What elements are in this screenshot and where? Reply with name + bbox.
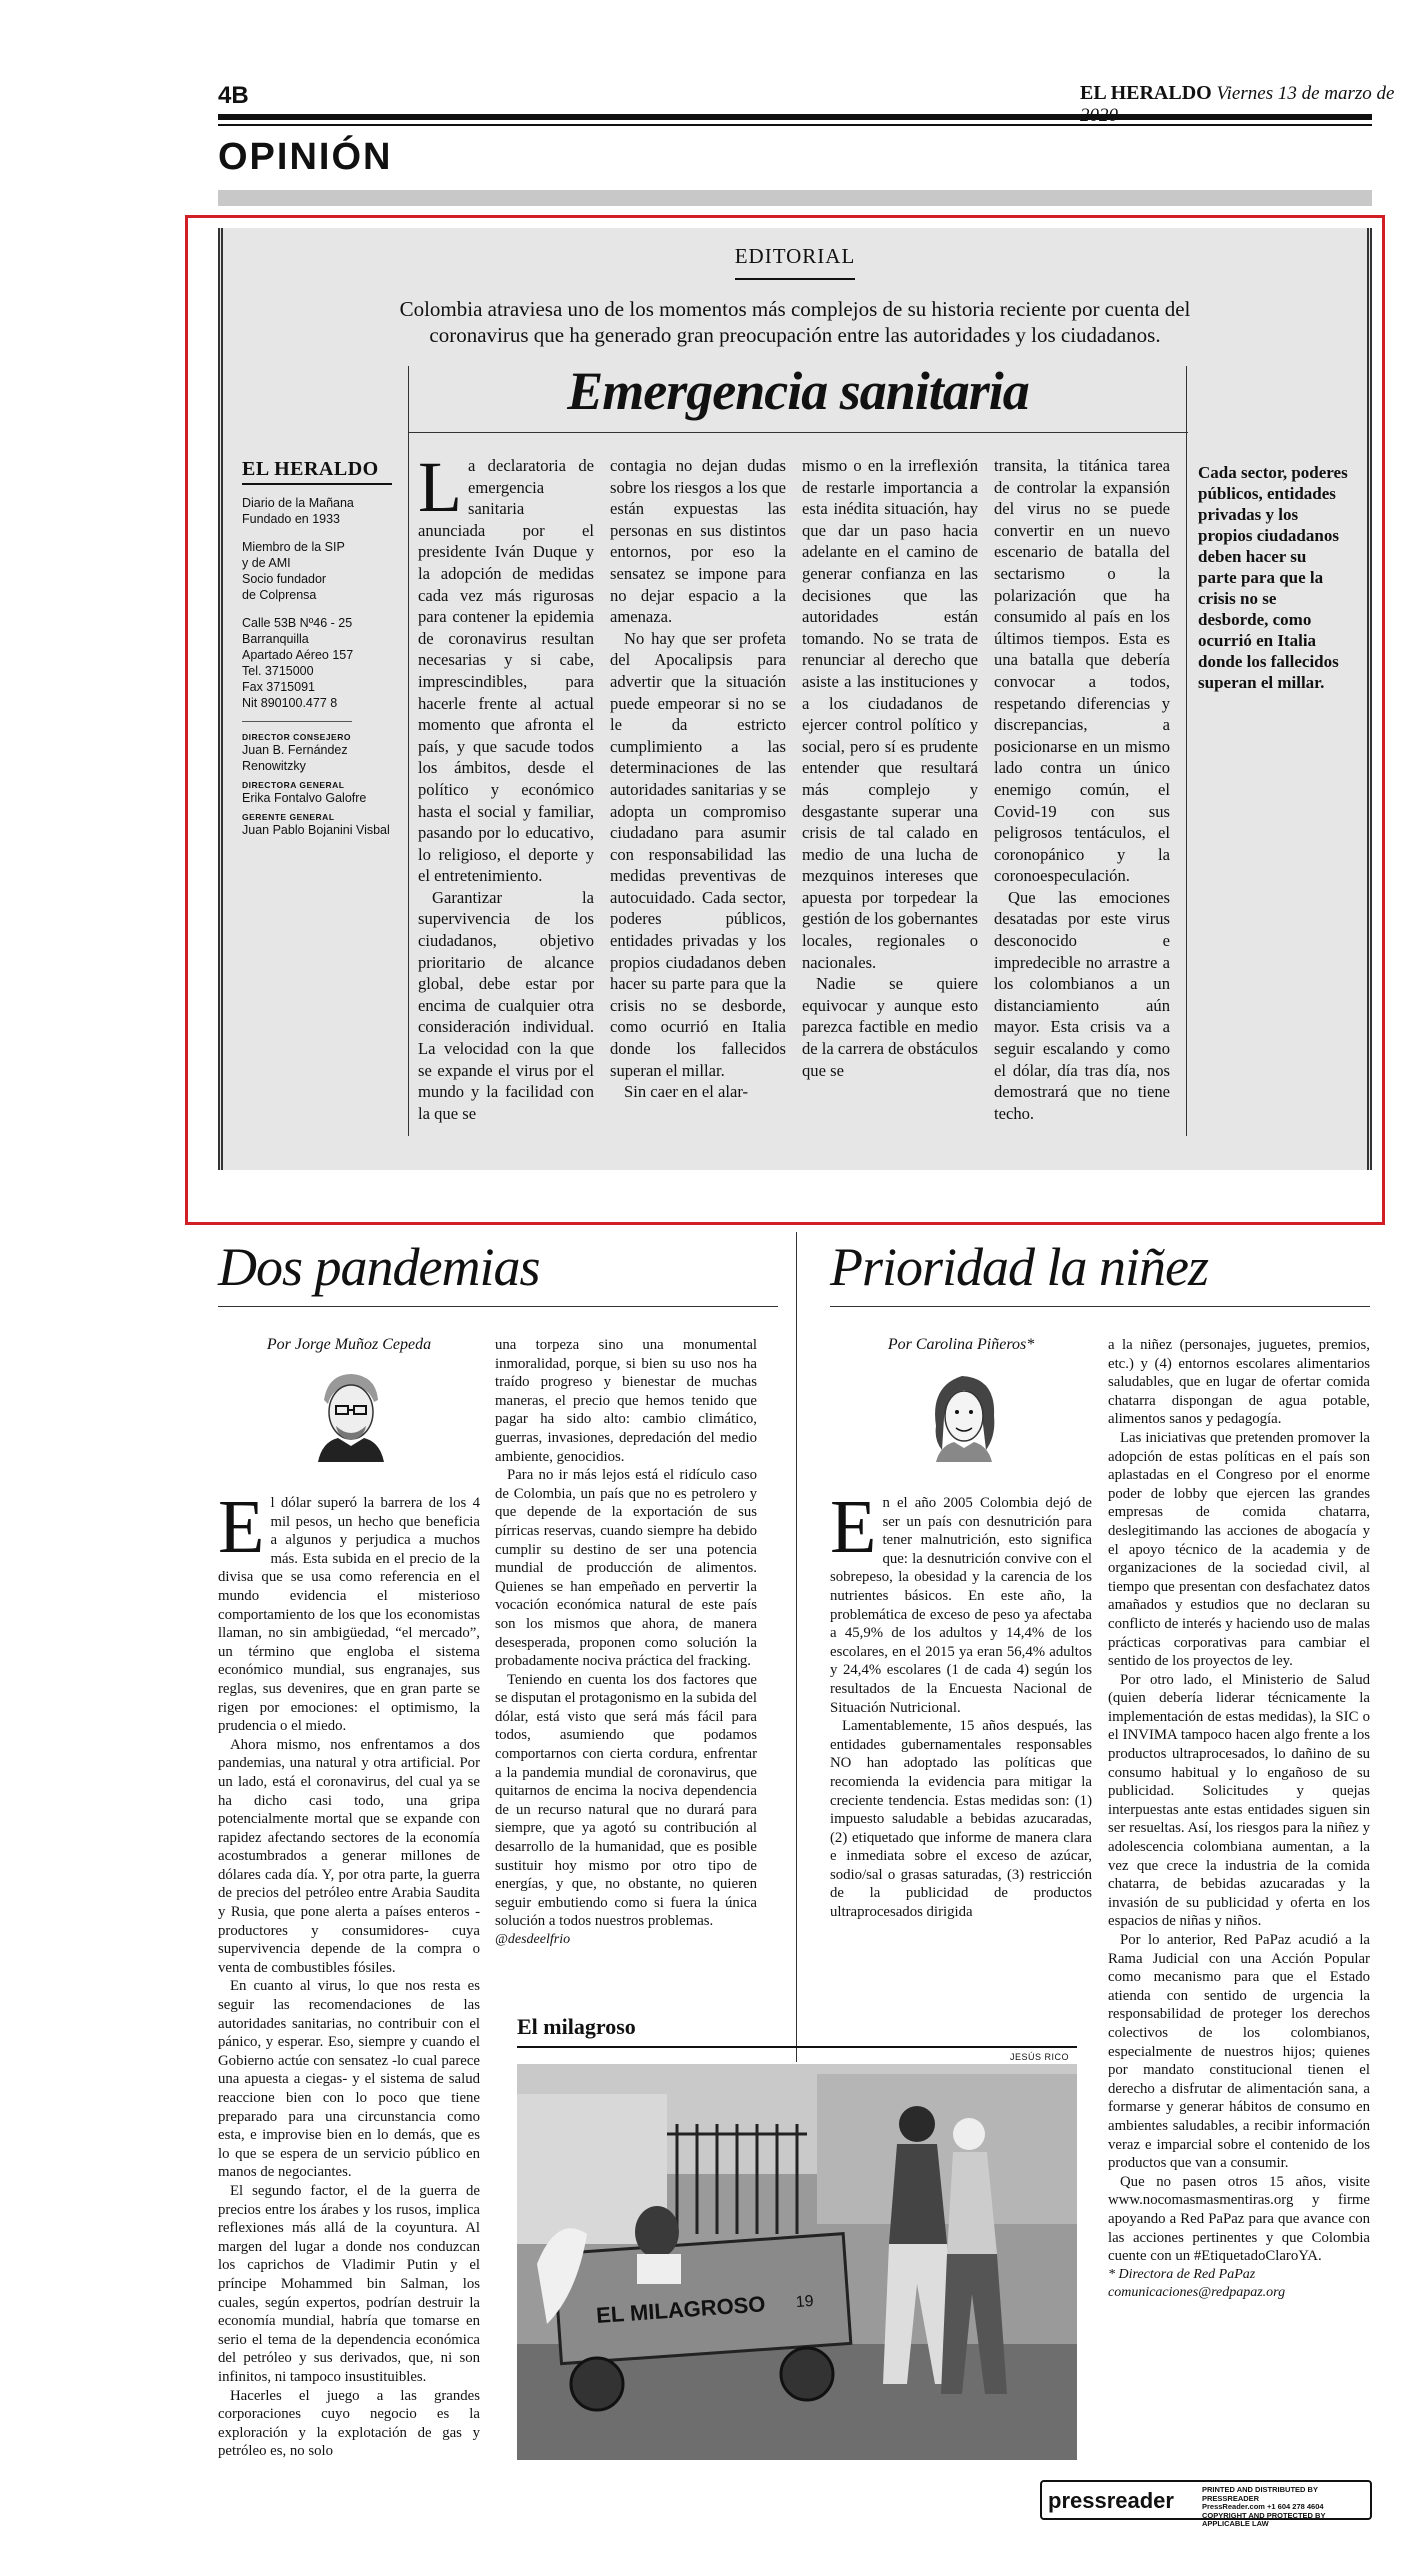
photo-credit: JESÚS RICO <box>1010 2052 1070 2062</box>
editorial-paragraph: contagia no dejan dudas sobre los riesgos a los que están expuestas las personas en sus distintos entornos, por eso la sensatez se impone para no dejar espacio a la amenaza. <box>610 456 786 627</box>
section-title: OPINIÓN <box>218 136 393 178</box>
address-line: Fax 3715091 <box>242 680 315 694</box>
contact-email: comunicaciones@redpapaz.org <box>1108 2285 1286 2301</box>
staff-role: GERENTE GENERAL <box>242 812 335 822</box>
editorial-column-4 <box>994 455 1170 1124</box>
pull-quote: Cada sector, poderes públicos, entidades privadas y los propios ciudadanos deben hacer su parte para que la crisis no se desborde, como ocurrió en Italia donde los fallecidos superan el millar. <box>1198 463 1348 692</box>
editorial-column-1 <box>418 447 594 1124</box>
column-divider <box>796 1232 797 2062</box>
cart-text: EL MILAGROSO <box>595 2291 767 2329</box>
editorial-paragraph: Que las emociones desatadas por este virus desconocido e impredecible no arrastre a los colombianos a un distanciamiento aún mayor. Esta crisis va a seguir escalando y como el dólar, día tras día, nos demostrará que no tiene techo. <box>994 887 1170 1123</box>
article-paragraph: a la niñez (personajes, juguetes, premios, etc.) y (4) entornos escolares alimentarios saludables, que en lugar de ofertar comida chatarra dispongan de agua potable, alimentos sanos y pedagogía. <box>1108 1337 1370 1428</box>
article-paragraph: l dólar superó la barrera de los 4 mil pesos, un hecho que beneficia a algunos y perjudica a muchos más. Esta subida en el precio de la divisa que se usa como referencia en el mundo evidencia el misterioso comportamiento de los que los economistas llaman, no sin ambigüedad, “el mercado”, un término que engloba el sistema económico mundial, sus engranajes, sus reglas, sus devenires, que en gran parte se rigen por emociones: el optimismo, la prudencia o el miedo. <box>218 1495 480 1735</box>
pressreader-info <box>1202 2486 1372 2529</box>
editorial-column-3 <box>802 455 978 1081</box>
staff-name: Erika Fontalvo Galofre <box>242 791 367 805</box>
address-line: Apartado Aéreo 157 <box>242 648 354 662</box>
right-headline: Prioridad la niñez <box>830 1237 1209 1297</box>
publisher-line: Fundado en 1933 <box>242 512 341 526</box>
article-paragraph: En cuanto al virus, lo que nos resta es seguir las recomendaciones de las autoridades sanitarias, no contribuir con el pánico, y esperar. Eso, siempre y cuando el Gobierno actúe con sensatez -lo cual parece una apuesta a ciegas- y el sistema de salud reaccione bien con lo poco que tiene preparado para una circunstancia como esta, e improvise bien en lo demás, que es lo que se espera de un servicio público en manos de negociantes. <box>218 1978 480 2181</box>
pressreader-line: PressReader.com +1 604 278 4604 <box>1202 2502 1324 2511</box>
pressreader-badge <box>1040 2480 1372 2528</box>
headline-rule <box>408 432 1188 433</box>
right-byline: Por Carolina Piñeros* <box>887 1336 1035 1353</box>
page-number: 4B <box>218 82 249 109</box>
article-paragraph: Teniendo en cuenta los dos factores que se disputan el protagonismo en la subida del dólar, está visto que será más fácil para todos, asumiendo que podamos comportarnos con cierta cordura, enfrentar a la pandemia mundial de coronavirus, que quitarnos de encima la nociva dependencia de un recurso natural que no durará para siempre, que ya agotó su contribución al desarrollo de la humanidad, que es posible sustituir hoy mismo por otro tipo de energías, y que, no obstante, no quieren seguir embutiendo como si fuera la única solución a todos nuestros problemas. <box>495 1671 757 1930</box>
publisher-name: EL HERALDO <box>242 458 392 485</box>
headline-rule <box>218 1306 778 1307</box>
address-line: Nit 890100.477 8 <box>242 696 338 710</box>
author-portrait <box>308 1366 392 1462</box>
address-line: Tel. 3715000 <box>242 664 314 678</box>
photo-rule <box>517 2046 1077 2048</box>
article-paragraph: Para no ir más lejos está el ridículo caso de Colombia, un país que no es petrolero y que depende de la exportación de sus pírricas reservas, cuando siempre ha debido cumplir su destino de ser una potencia mundial de producción de alimentos. Quienes se han empeñado en pervertir la vocación económica natural de este país son los mismos que ahora, de manera desesperada, proponen como solución la probadamente nociva práctica del fracking. <box>495 1467 757 1670</box>
masthead-brand: EL HERALDO <box>1080 82 1212 104</box>
publisher-line: de Colprensa <box>242 588 317 602</box>
publisher-line: y de AMI <box>242 556 291 570</box>
column-divider <box>408 366 409 1136</box>
article-paragraph: Hacerles el juego a las grandes corporaciones cuyo negocio es la exploración y la explotación de gas y petróleo es, no solo <box>218 2387 480 2460</box>
author-portrait <box>922 1366 1006 1462</box>
editorial-headline: Emergencia sanitaria <box>567 361 1029 421</box>
photo-title: El milagroso <box>517 2014 636 2039</box>
staff-name: Juan Pablo Bojanini Visbal <box>242 823 390 837</box>
article-paragraph: una torpeza sino una monumental inmoralidad, porque, si bien su uso nos ha traído progreso y bienestar de muchas maneras, el precio que hemos tenido que pagar ha sido alto: cambio climático, guerras, invasiones, depredación del medio ambiente, genocidios. <box>495 1337 757 1465</box>
headline-rule <box>830 1306 1370 1307</box>
editorial-paragraph: Nadie se quiere equivocar y aunque esto parezca factible en medio de la carrera de obstáculos que se <box>802 974 978 1080</box>
editorial-paragraph: a declaratoria de emergencia sanitaria anunciada por el presidente Iván Duque y la adopción de medidas cada vez más rigurosas para contener la epidemia de coronavirus resultan necesarias y si cabe, imprescindibles, para hacerle frente al actual momento que afronta el país, y que sacude todos los ámbitos, desde el político y económico hasta el social y familiar, pasando por lo educativo, lo religioso, el deporte y el entretenimiento. <box>418 456 594 886</box>
pressreader-logo: pressreader <box>1048 2488 1174 2513</box>
article-paragraph: n el año 2005 Colombia dejó de ser un país con desnutrición para tener malnutrición, esto significa que: la desnutrición convive con el sobrepeso, la obesidad y la carencia de los nutrientes básicos. En este año, la problemática de exceso de peso ya afectaba a 45,9% de los adultos y 14,4% de los escolares, en el 2015 ya eran 56,4% adultos y 24,4% escolares (1 de cada 4) según los resultados de la Encuesta Nacional de Situación Nutricional. <box>830 1495 1092 1716</box>
staff-role: DIRECTORA GENERAL <box>242 780 345 790</box>
publisher-info <box>242 458 392 838</box>
left-byline: Por Jorge Muñoz Cepeda <box>266 1336 432 1353</box>
editorial-paragraph: transita, la titánica tarea de controlar la expansión del virus no se puede convertir en un nuevo escenario de batalla del sectarismo o la polarización que ha consumido al país en los últimos tiempos. Esta es una batalla que debería convocar a todos, respetando diferencias y discrepancias, a posicionarse en un mismo lado contra un único enemigo común, el Covid-19 con sus peligrosos tentáculos, el coronopánico y la coronoespeculación. <box>994 456 1170 886</box>
author-handle: @desdeelfrio <box>495 1932 571 1947</box>
masthead-date: Viernes 13 de marzo de <box>1216 83 1395 104</box>
masthead <box>1080 82 1413 127</box>
editorial-paragraph: Sin caer en el alar- <box>624 1082 749 1102</box>
article-paragraph: El segundo factor, el de la guerra de precios entre los árabes y los rusos, implica reflexiones más allá de la coyuntura. Al margen del lugar a donde nos conduzcan los caprichos de Vladimir Putin y el príncipe Mohammed bin Salman, los cuales, según expertos, podrían destruir la economía mundial, habría que tomarse en serio el tema de la dependencia económica del petróleo y sus derivados, que, ni son infinitos, ni tampoco insustituibles. <box>218 2182 480 2385</box>
article-paragraph: Lamentablemente, 15 años después, las entidades gubernamentales responsables NO han adoptado las políticas que recomienda la evidencia para mitigar la creciente tendencia. Estas medidas son: (1) impuesto saludable a bebidas azucaradas, (2) etiquetado que informe de manera clara e inmediata sobre el exceso de azúcar, sodio/sal o grasas saturadas, (3) restricción de la publicidad de productos ultraprocesados dirigida <box>830 1718 1092 1921</box>
drop-cap: E <box>830 1485 877 1569</box>
right-article-column-2 <box>1108 1336 1370 2303</box>
editorial-label-rule <box>735 278 855 280</box>
publisher-line: Diario de la Mañana <box>242 496 354 510</box>
article-paragraph: Por otro lado, el Ministerio de Salud (quien debería liderar técnicamente la implementación de estas medidas), la SIC o el INVIMA tampoco hacen algo frente a los productos ultraprocesados, lo dañino de su consumo habitual y lo engañoso de su publicidad. Solicitudes y quejas interpuestas ante estas entidades siguen sin ser resueltas. Así, los riesgos para la niñez y adolescencia colombiana aumentan, a la vez que crece la industria de la comida chatarra, de bebidas azucaradas y la invasión de su publicidad y oferta en los espacios de niñas y niños. <box>1108 1671 1370 1930</box>
article-paragraph: Por lo anterior, Red PaPaz acudió a la Rama Judicial con una Acción Popular como mecanismo para que el Estado atienda con sentido de urgencia la responsabilidad de proteger los derechos colectivos de los colombianos, especialmente de nuestros hijos; quienes por mandato constitucional tienen el derecho a disfrutar de alimentación sana, a formarse y generar hábitos de consumo en ambientes saludables, a recibir información veraz e imparcial sobre el contenido de los productos que van a consumir. <box>1108 1932 1370 2172</box>
editorial-column-2 <box>610 455 786 1103</box>
pressreader-line: COPYRIGHT AND PROTECTED BY APPLICABLE LAW <box>1202 2510 1326 2528</box>
header-rule-thin <box>218 124 1372 126</box>
article-paragraph: Que no pasen otros 15 años, visite www.nocomasmasmentiras.org y firme apoyando a Red PaPaz para que avance con las acciones pertinentes y que Colombia cuente con un #EtiquetadoClaroYA. <box>1108 2173 1370 2265</box>
staff-role: DIRECTOR CONSEJERO <box>242 732 351 742</box>
pressreader-line: PRINTED AND DISTRIBUTED BY PRESSREADER <box>1202 2485 1318 2503</box>
cart-number: 19 <box>795 2292 815 2312</box>
staff-name: Juan B. Fernández Renowitzky <box>242 743 348 773</box>
drop-cap: L <box>418 447 462 527</box>
editorial-label: EDITORIAL <box>734 244 856 268</box>
publisher-line: Socio fundador <box>242 572 327 586</box>
editorial-paragraph: No hay que ser profeta del Apocalipsis para advertir que la situación puede empeorar si no se le da estricto cumplimiento a las determinaciones de las autoridades sanitarias y se adopta un compromiso ciudadano para asumir con responsabilidad las medidas preventivas de autocuidado. Cada sector, poderes públicos, entidades privadas y los propios ciudadanos deben hacer su parte para que la crisis no se desborde, como ocurrió en Italia donde los fallecidos superan el millar. <box>610 628 786 1080</box>
photo-illustration <box>517 2064 1077 2460</box>
editorial-paragraph: Garantizar la supervivencia de los ciudadanos, objetivo prioritario de alcance global, debe estar por encima de cualquier otra consideración individual. La velocidad con la que se expande el virus por el mundo y la facilidad con la que se <box>418 887 594 1123</box>
article-paragraph: Ahora mismo, nos enfrentamos a dos pandemias, una natural y otra artificial. Por un lado, está el coronavirus, del cual ya se ha dicho casi todo, una gripa potencialmente mortal que se expande con rapidez afectando sectores de la economía acostumbrados a generar millones de dólares cada día. Y, por otra parte, la guerra de precios del petróleo entre Arabia Saudita y Rusia, que pone alerta a países enteros -productores y consumidores- cuya supervivencia depende de la compra o venta de combustibles fósiles. <box>218 1736 480 1976</box>
news-photo <box>517 2064 1077 2460</box>
article-paragraph: Las iniciativas que pretenden promover la adopción de estas políticas en el país son aplastadas en el Congreso por el enorme poder de lobby que ejercen las grandes empresas de comida chatarra, deslegitimando las acciones de abogacía y el apoyo técnico de la academia y de organizaciones de la sociedad civil, al tiempo que presentan con desfachatez datos amañados y estudios que no declaran su conflicto de interés y haciendo uso de malas prácticas corporativas para cambiar el sentido de los proyectos de ley. <box>1108 1429 1370 1670</box>
left-headline: Dos pandemias <box>218 1237 540 1297</box>
editorial-deck: Colombia atraviesa uno de los momentos más complejos de su historia reciente por cuenta del coronavirus que ha generado gran preocupación entre las autoridades y los ciudadanos. <box>399 297 1191 347</box>
address-line: Barranquilla <box>242 632 309 646</box>
left-article-column-2 <box>495 1336 757 1950</box>
drop-cap: E <box>218 1485 265 1569</box>
right-article-column-1 <box>830 1485 1092 1922</box>
address-line: Calle 53B Nº46 - 25 <box>242 616 353 630</box>
left-article-column-1 <box>218 1485 480 2461</box>
author-note: * Directora de Red PaPaz <box>1108 2266 1256 2282</box>
header-rule <box>218 114 1372 120</box>
publisher-line: Miembro de la SIP <box>242 540 345 554</box>
section-bar <box>218 190 1372 206</box>
column-divider <box>1186 366 1187 1136</box>
editorial-paragraph: mismo o en la irreflexión de restarle importancia a esta inédita situación, hay que dar un paso hacia adelante en el camino de generar confianza en las decisiones que las autoridades están tomando. No se trata de renunciar al derecho que asiste a las instituciones y a los ciudadanos de ejercer control político y social, pero sí es prudente entender que resultará más complejo y desgastante superar una crisis de tal calado en medio de una lucha de mezquinos intereses que apuesta por torpedear la gestión de los gobernantes locales, regionales o nacionales. <box>802 456 978 972</box>
